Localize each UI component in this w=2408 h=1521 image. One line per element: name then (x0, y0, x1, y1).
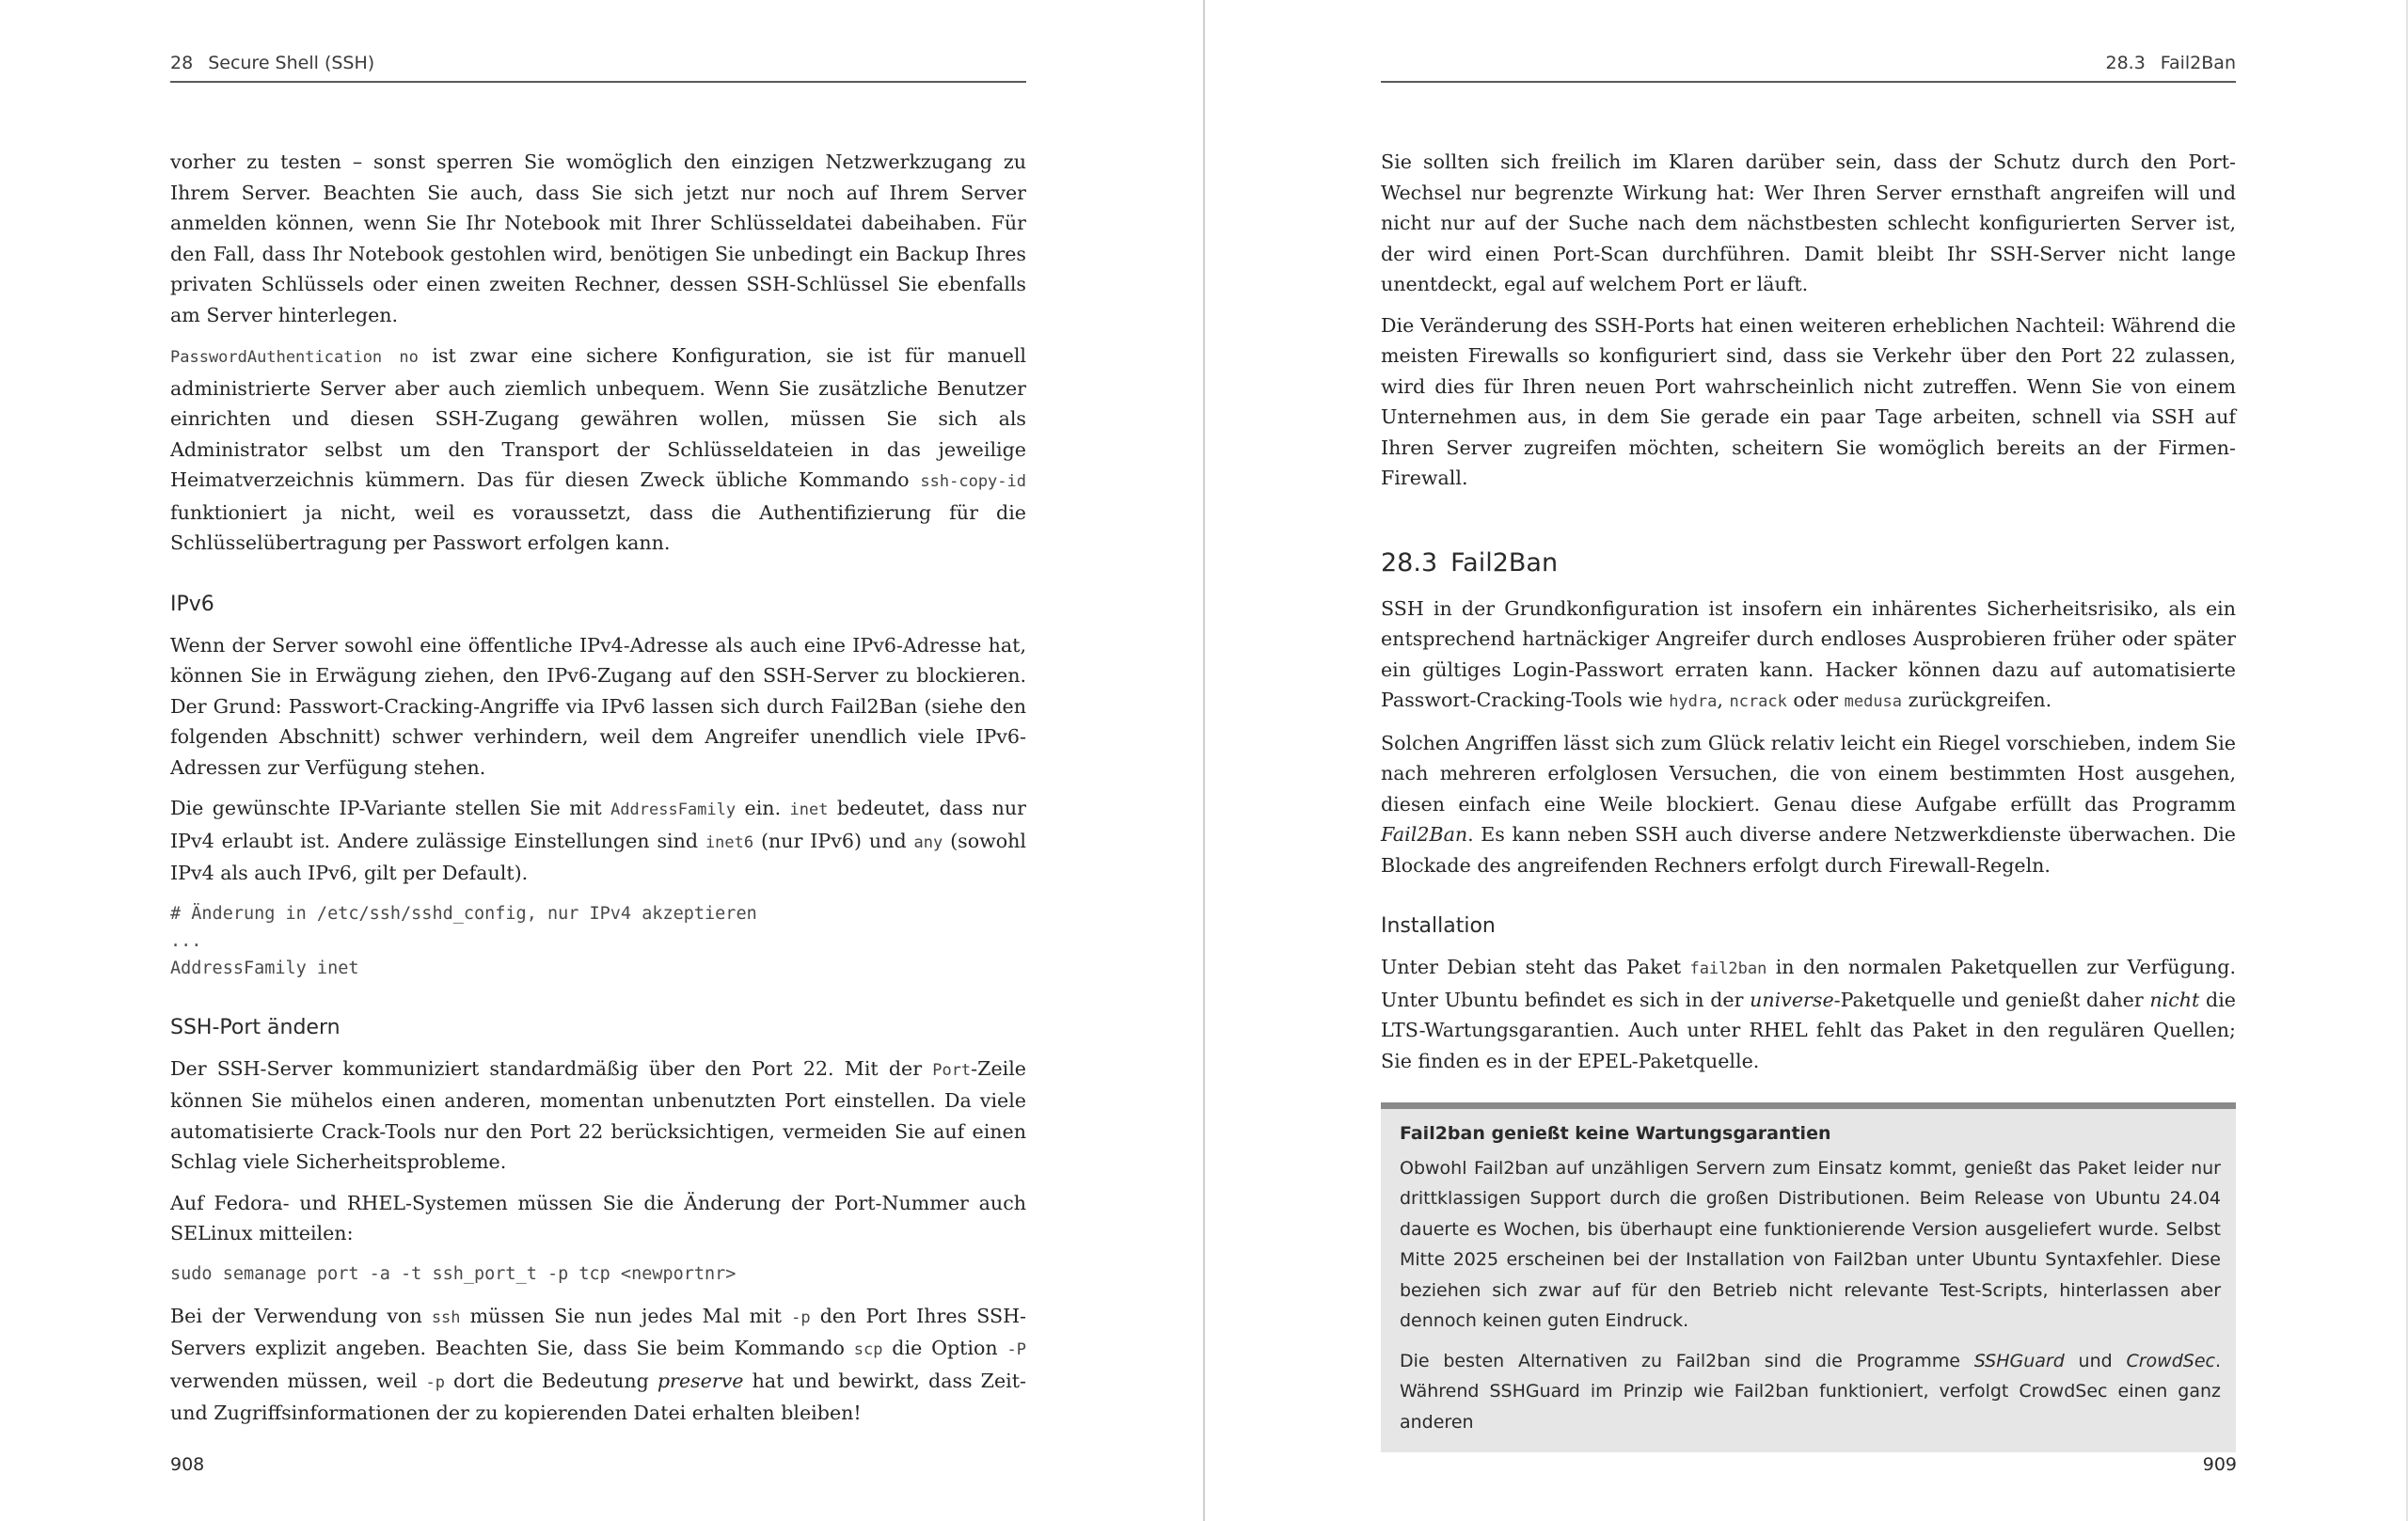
fail2ban-intro-paragraph: SSH in der Grundkonfiguration ist insofern ein inhärentes Sicherheitsrisiko, als ein entsprechend hartnäckiger Angreifer durch endloses Ausprobieren früher oder später ein gültiges Login-Passwort erraten kann. Hacker können dazu auf automatisierte Passwort-Cracking-Tools wie hydra, ncrack oder medusa zurückgreifen. (1381, 596, 2236, 711)
code-block-sshd-config: # Änderung in /etc/ssh/sshd_config, nur IPv4 akzeptieren ... AddressFamily inet (170, 903, 757, 978)
right-page (1205, 0, 2408, 1521)
selinux-paragraph: Auf Fedora- und RHEL-Systemen müssen Sie die Änderung der Port-Nummer auch SELinux mitteilen: (170, 1191, 1026, 1244)
inline-code: -P (1006, 1340, 1026, 1359)
section-number: 28.3 (2105, 53, 2146, 73)
port-change-paragraph: Sie sollten sich freilich im Klaren darüber sein, dass der Schutz durch den Port-Wechsel nur begrenzte Wirkung hat: Wer Ihren Server ernsthaft angreifen will und nicht nur auf der Suche nach dem nächstbesten schlecht konfigurierten Server ist, der wird einen Port-Scan durchführen. Damit bleibt Ihr SSH-Server nicht lange unentdeckt, egal auf welchem Port er läuft. (1381, 151, 2236, 295)
chapter-title: Secure Shell (SSH) (208, 53, 375, 73)
emphasis: CrowdSec (2126, 1350, 2215, 1371)
inline-code: fail2ban (1689, 959, 1767, 978)
ssh-port-paragraph: Der SSH-Server kommuniziert standardmäßig über den Port 22. Mit der Port-Zeile können Sie mühelos einen anderen, momentan unbenutzten Port einstellen. Da viele automatisierte Crack-Tools nur den Port 22 berücksichtigen, vermeiden Sie auf einen Schlag viele Sicherheitsprobleme. (170, 1056, 1026, 1173)
emphasis: preserve (657, 1369, 744, 1392)
section-heading: 28.3 Fail2Ban (1381, 547, 1559, 578)
note-box (1381, 1102, 2236, 1452)
page-number: 909 (2202, 1454, 2237, 1475)
inline-code: inet6 (705, 832, 754, 852)
intro-paragraph: vorher zu testen – sonst sperren Sie womöglich den einzigen Netzwerkzugang zu Ihrem Server. Beachten Sie auch, dass Sie sich jetzt nur noch auf Ihrem Server anmelden können, wenn Sie Ihr Notebook mit Ihrer Schlüsseldatei dabeihaben. Für den Fall, dass Ihr Notebook gestohlen wird, benötigen Sie unbedingt ein Backup Ihres privaten Schlüssels oder einen zweiten Rechner, dessen SSH-Schlüssel Sie ebenfalls am Server hinterlegen. (170, 151, 1026, 326)
inline-code: ncrack (1729, 692, 1787, 711)
inline-code: -p (425, 1372, 445, 1392)
chapter-number: 28 (170, 53, 194, 73)
inline-code: PasswordAuthentication no (170, 348, 419, 367)
inline-code: -p (791, 1307, 811, 1327)
inline-code: ssh-copy-id (920, 472, 1026, 491)
page-header (170, 53, 1026, 83)
ipv6-paragraph: Wenn der Server sowohl eine öffentliche IPv4-Adresse als auch eine IPv6-Adresse hat, können Sie in Erwägung ziehen, den IPv6-Zugang auf den SSH-Server zu blockieren. Der Grund: Passwort-Cracking-Angriffe via IPv6 lassen sich durch Fail2Ban (siehe den folgenden Abschnitt) schwer verhindern, weil dem Angreifer unendlich viele IPv6-Adressen zur Verfügung stehen. (170, 633, 1026, 779)
inline-code: hydra (1669, 692, 1718, 711)
fail2ban-description-paragraph: Solchen Angriffen lässt sich zum Glück relativ leicht ein Riegel vorschieben, indem Sie nach mehreren erfolglosen Versuchen, die von einem bestimmten Host ausgehen, diesen einfach eine Weile blockiert. Genau diese Aufgabe erfüllt das Programm Fail2Ban. Es kann neben SSH auch diverse andere Netzwerkdienste überwachen. Die Blockade des angreifenden Rechners erfolgt durch Firewall-Regeln. (1381, 731, 2236, 877)
code-block-semanage: sudo semanage port -a -t ssh_port_t -p tcp <newportnr> (170, 1263, 737, 1284)
page-body (1381, 147, 2236, 1452)
page-header (1381, 53, 2236, 83)
inline-code: scp (853, 1340, 883, 1359)
section-title: Fail2Ban (2160, 53, 2236, 73)
ssh-port-heading: SSH-Port ändern (170, 1015, 341, 1039)
address-family-paragraph: Die gewünschte IP-Variante stellen Sie mit AddressFamily ein. inet bedeutet, dass nur IPv4 erlaubt ist. Andere zulässige Einstellungen sind inet6 (nur IPv6) und any (sowohl IPv4 als auch IPv6, gilt per Default). (170, 797, 1026, 884)
note-paragraph: Obwohl Fail2ban auf unzähligen Servern zum Einsatz kommt, genießt das Paket leider nur drittklassigen Support durch die großen Distributionen. Beim Release von Ubuntu 24.04 dauerte es Wochen, bis überhaupt eine funktionierende Version ausgeliefert wurde. Selbst Mitte 2025 erscheinen bei der Installation von Fail2ban unter Ubuntu Syntaxfehler. Diese beziehen sich zwar auf für den Betrieb nicht relevante Test-Scripts, hinterlassen aber dennoch keinen guten Eindruck. (1400, 1157, 2221, 1331)
page-body (170, 147, 1026, 1439)
ipv6-heading: IPv6 (170, 592, 214, 616)
installation-paragraph: Unter Debian steht das Paket fail2ban in den normalen Paketquellen zur Verfügung. Unter Ubuntu befindet es sich in der universe-Paketquelle und genießt daher nicht die LTS-Wartungsgarantien. Auch unter RHEL fehlt das Paket in den regulären Quellen; Sie finden es in der EPEL-Paketquelle. (1381, 956, 2236, 1072)
password-authentication-paragraph: PasswordAuthentication no ist zwar eine sichere Konfiguration, sie ist für manuell administrierte Server aber auch ziemlich unbequem. Wenn Sie zusätzliche Benutzer einrichten und diesen SSH-Zugang gewähren wollen, müssen Sie sich als Administrator selbst um den Transport der Schlüsseldateien in das jeweilige Heimatverzeichnis kümmern. Das für diesen Zweck übliche Kommando ssh-copy-id funktioniert ja nicht, weil es voraussetzt, dass die Authentifizierung für die Schlüsselübertragung per Passwort erfolgen kann. (170, 344, 1026, 554)
inline-code: Port (932, 1060, 972, 1080)
left-page (0, 0, 1203, 1521)
inline-code: AddressFamily (610, 800, 737, 819)
emphasis: universe (1750, 988, 1834, 1011)
installation-heading: Installation (1381, 914, 1496, 938)
inline-code: medusa (1844, 692, 1903, 711)
ssh-option-paragraph: Bei der Verwendung von ssh müssen Sie nun jedes Mal mit -p den Port Ihres SSH-Servers explizit angeben. Beachten Sie, dass Sie beim Kommando scp die Option -P verwenden müssen, weil -p dort die Bedeutung preserve hat und bewirkt, dass Zeit- und Zugriffsinformationen der zu kopierenden Datei erhalten bleiben! (170, 1304, 1026, 1424)
emphasis: SSHGuard (1973, 1350, 2065, 1371)
firewall-paragraph: Die Veränderung des SSH-Ports hat einen weiteren erheblichen Nachteil: Während die meisten Firewalls so konfiguriert sind, dass sie Verkehr über den Port 22 zulassen, wird dies für Ihren neuen Port wahrscheinlich nicht zutreffen. Wenn Sie von einem Unternehmen aus, in dem Sie gerade ein paar Tage arbeiten, schnell via SSH auf Ihren Server zugreifen möchten, scheitern Sie womöglich bereits an der Firmen-Firewall. (1381, 313, 2236, 489)
inline-code: inet (789, 800, 829, 819)
note-title: Fail2ban genießt keine Wartungsgarantien (1400, 1123, 1831, 1144)
page-number: 908 (170, 1454, 205, 1475)
note-paragraph: Die besten Alternativen zu Fail2ban sind die Programme SSHGuard und CrowdSec. Während SSHGuard im Prinzip wie Fail2ban funktioniert, verfolgt CrowdSec einen ganz anderen (1400, 1350, 2221, 1433)
emphasis: Fail2Ban (1381, 823, 1468, 846)
inline-code: any (913, 832, 943, 852)
emphasis: nicht (2149, 988, 2200, 1011)
inline-code: ssh (431, 1307, 461, 1327)
